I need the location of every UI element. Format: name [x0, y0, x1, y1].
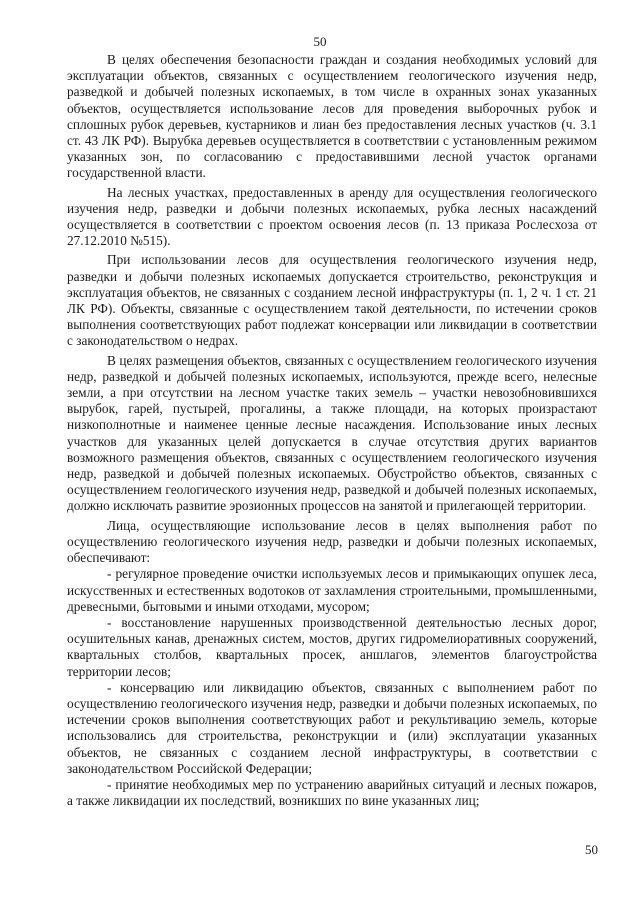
paragraph: При использовании лесов для осуществления геологического изучения недр, разведки и добычи полезных ископаемых допускается строительство, реконструкция и эксплуатация объектов, не связанных с созданием лесной инфраструктуры (п. 1, 2 ч. 1 ст. 21 ЛК РФ). Объекты, связанные с осуществлением такой деятельности, по истечении сроков выполнения соответствующих работ подлежат консервации или ликвидации в соответствии с законодательством о недрах. [67, 252, 597, 349]
paragraph: На лесных участках, предоставленных в аренду для осуществления геологического изучения недр, разведки и добычи полезных ископаемых, рубка лесных насаждений осуществляется в соответствии с проектом освоения лесов (п. 13 приказа Рослесхоза от 27.12.2010 №515). [67, 184, 597, 249]
page-number-bottom: 50 [585, 842, 598, 857]
list-item: - принятие необходимых мер по устранению аварийных ситуаций и лесных пожаров, а также ликвидации их последствий, возникших по вине указанных лиц; [67, 776, 597, 809]
list-item: - восстановление нарушенных производственной деятельностью лесных дорог, осушительных канав, дренажных систем, мостов, других гидромелиоративных сооружений, квартальных столбов, квартальных просек, аншлагов, элементов благоустройства территории лесов; [67, 614, 597, 679]
document-body [67, 52, 597, 809]
list-item: - консервацию или ликвидацию объектов, связанных с выполнением работ по осуществлению геологического изучения недр, разведки и добычи полезных ископаемых, по истечении сроков выполнения соответствующих работ и рекультивацию земель, которые использовались для строительства, реконструкции и (или) эксплуатации указанных объектов, не связанных с созданием лесной инфраструктуры, в соответствии с законодательством Российской Федерации; [67, 679, 597, 776]
paragraph: В целях размещения объектов, связанных с осуществлением геологического изучения недр, разведкой и добычей полезных ископаемых, используются, прежде всего, нелесные земли, а при отсутствии на лесном участке таких земель – участки невозобновившихся вырубок, гарей, пустырей, прогалины, а также площади, на которых произрастают низкополнотные и наименее ценные лесные насаждения. Использование иных лесных участков для указанных целей допускается в случае отсутствия других вариантов возможного размещения объектов, связанных с осуществлением геологического изучения недр, разведкой и добычей полезных ископаемых. Обустройство объектов, связанных с осуществлением геологического изучения недр, разведкой и добычей полезных ископаемых, должно исключать развитие эрозионных процессов на занятой и прилегающей территории. [67, 352, 597, 514]
list-item: - регулярное проведение очистки используемых лесов и примыкающих опушек леса, искусственных и естественных водотоков от захламления строительными, промышленными, древесными, бытовыми и иными отходами, мусором; [67, 566, 597, 614]
page-number-top: 50 [313, 34, 327, 49]
paragraph: Лица, осуществляющие использование лесов в целях выполнения работ по осуществлению геологического изучения недр, разведки и добычи полезных ископаемых, обеспечивают: [67, 517, 597, 566]
paragraph: В целях обеспечения безопасности граждан и создания необходимых условий для эксплуатации объектов, связанных с осуществлением геологического изучения недр, разведкой и добычей полезных ископаемых, в том числе в охранных зонах указанных объектов, осуществляется использование лесов для проведения выборочных рубок и сплошных рубок деревьев, кустарников и лиан без предоставления лесных участков (ч. 3.1 ст. 43 ЛК РФ). Вырубка деревьев осуществляется в соответствии с установленным режимом указанных зон, по согласованию с предоставившими лесной участок органами государственной власти. [67, 52, 597, 181]
